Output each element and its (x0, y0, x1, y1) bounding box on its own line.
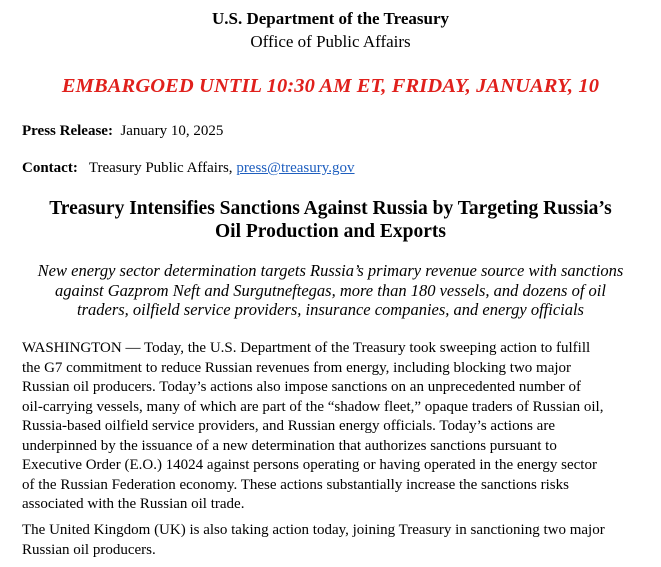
department-title: U.S. Department of the Treasury (211, 9, 450, 28)
contact-email-link[interactable]: press@treasury.gov (236, 160, 355, 176)
contact-line (22, 159, 355, 177)
embargo-notice: EMBARGOED UNTIL 10:30 AM ET, FRIDAY, JANUARY, 10 (61, 75, 600, 97)
office-title: Office of Public Affairs (250, 32, 411, 51)
paragraph-line: oil-carrying vessels, many of which are part of the “shadow fleet,” opaque traders of Russian oil, (22, 398, 604, 415)
paragraph-line: The United Kingdom (UK) is also taking action today, joining Treasury in sanctioning two major (22, 522, 605, 538)
subheadline-line-1: New energy sector determination targets Russia’s primary revenue source with sanctions (37, 261, 624, 280)
contact-label: Contact: (22, 160, 78, 176)
paragraph-line: the G7 commitment to reduce Russian revenues from energy, including blocking two major (22, 359, 572, 376)
headline-line-2: Oil Production and Exports (215, 221, 446, 242)
press-release-label: Press Release: (22, 123, 113, 139)
headline (10, 197, 651, 243)
paragraph-line: associated with the Russian oil trade. (22, 496, 245, 512)
subheadline-line-2: against Gazprom Neft and Surgutneftegas, more than 180 vessels, and dozens of oil (55, 280, 606, 300)
paragraph-line: Russian oil producers. (22, 541, 156, 558)
subheadline-line-3: traders, oilfield service providers, insurance companies, and energy officials (77, 300, 584, 319)
paragraph-line: Russia-based oilfield service providers, and Russian energy officials. Today’s actions are (22, 418, 555, 434)
paragraph-line: Russian oil producers. Today’s actions also impose sanctions on an unprecedented number of (22, 379, 581, 395)
press-release-date: January 10, 2025 (120, 123, 224, 139)
press-release-line (22, 122, 223, 140)
body-paragraph-1 (22, 339, 652, 515)
body-paragraph-2 (22, 521, 652, 560)
paragraph-line: underpinned by the issuance of a new determination that authorizes sanctions pursuant to (22, 437, 557, 454)
paragraph-line: of the Russian Federation economy. These actions substantially increase the sanctions risks (22, 476, 569, 493)
headline-line-1: Treasury Intensifies Sanctions Against Russia by Targeting Russia’s (49, 198, 612, 219)
subheadline (16, 261, 645, 320)
paragraph-line: WASHINGTON — Today, the U.S. Department of the Treasury took sweeping action to fulfill (22, 340, 591, 356)
contact-name: Treasury Public Affairs, (88, 160, 233, 176)
paragraph-line: Executive Order (E.O.) 14024 against persons operating or having operated in the energy sector (22, 457, 597, 473)
